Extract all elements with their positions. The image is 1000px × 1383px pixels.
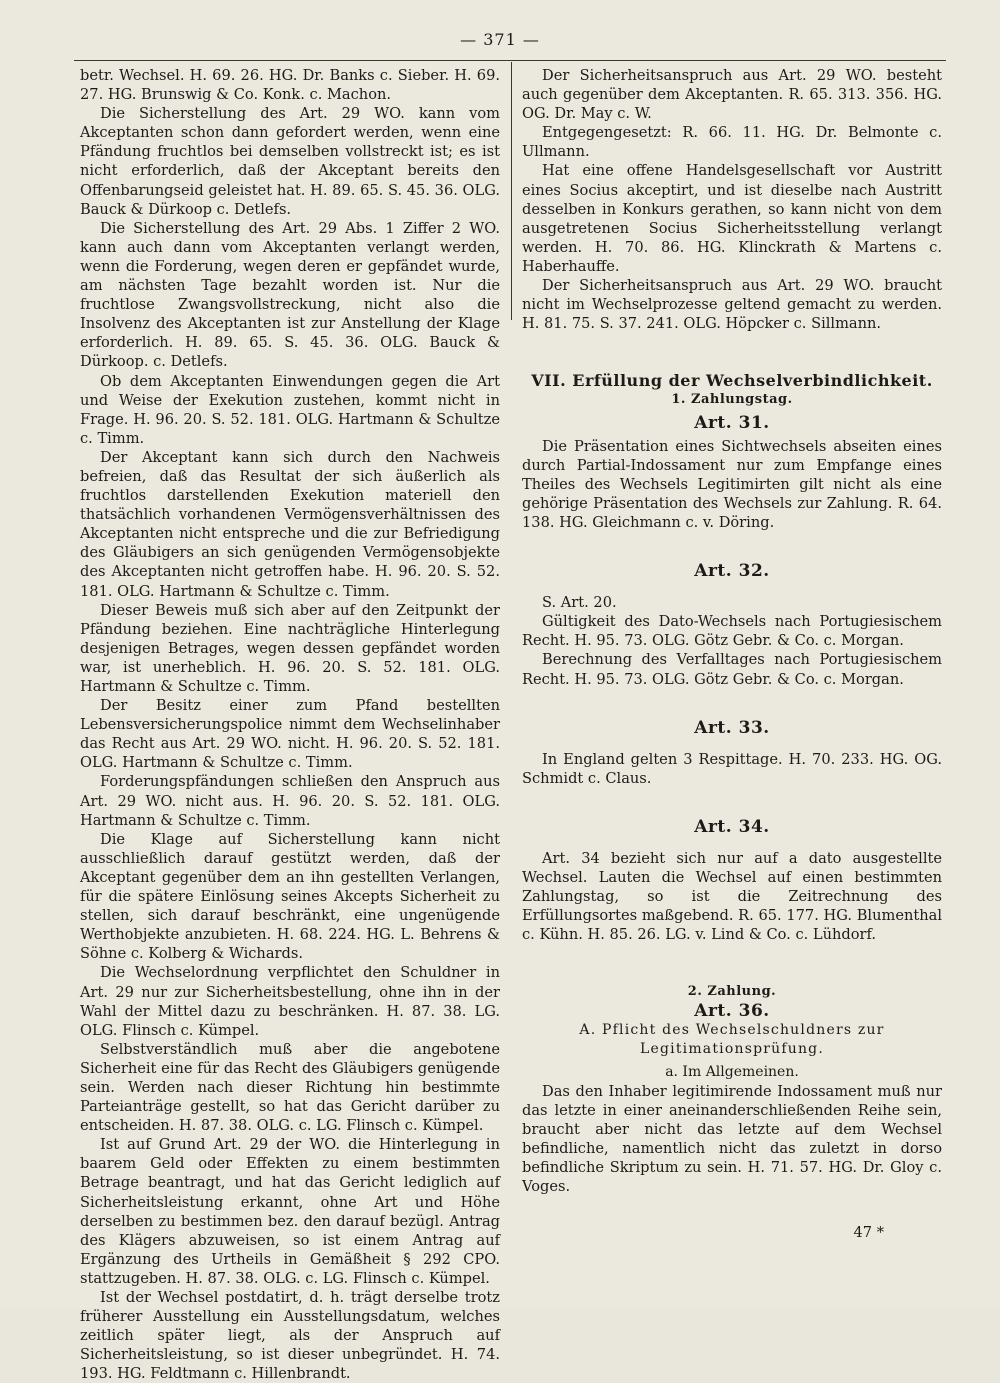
part-heading: A. Pflicht des Wechselschuldners zur Legitimationsprüfung. <box>579 1021 885 1057</box>
left-column <box>80 66 500 1383</box>
paragraph: Ist der Wechsel postdatirt, d. h. trägt derselbe trotz früherer Ausstellung ein Ausstellungsdatum, welches zeitlich später liegt, als der Anspruch auf Sicherheitsleistung, so ist dieser unbegründet. H. 74. 193. HG. Feldtmann c. Hillenbrandt. <box>80 1289 500 1383</box>
article-heading: Art. 36. <box>694 1000 770 1021</box>
paragraph: Gültigkeit des Dato-Wechsels nach Portugiesischem Recht. H. 95. 73. OLG. Götz Gebr. & Co. c. Morgan. <box>522 613 942 650</box>
signature-mark: 47 * <box>853 1224 884 1241</box>
paragraph: betr. Wechsel. H. 69. 26. HG. Dr. Banks c. Sieber. H. 69. 27. HG. Brunswig & Co. Konk. c. Machon. <box>80 67 500 104</box>
paragraph: Die Klage auf Sicherstellung kann nicht ausschließlich darauf gestützt werden, daß der Akceptant gegenüber dem an ihn gestellten Verlangen, für die spätere Einlösung seines Akcepts Sicherheit zu stellen, sich darauf beschränkt, eine ungenügende Werthobjekte anzubieten. H. 68. 224. HG. L. Behrens & Söhne c. Kolberg & Wichards. <box>80 830 500 963</box>
paragraph: In England gelten 3 Respittage. H. 70. 233. HG. OG. Schmidt c. Claus. <box>522 750 942 787</box>
article-heading: Art. 32. <box>694 561 770 582</box>
part-subheading: a. Im Allgemeinen. <box>665 1063 799 1080</box>
paragraph: Der Sicherheitsanspruch aus Art. 29 WO. braucht nicht im Wechselprozesse geltend gemacht zu werden. H. 81. 75. S. 37. 241. OLG. Höpcker c. Sillmann. <box>522 277 942 333</box>
paragraph: Art. 34 bezieht sich nur auf a dato ausgestellte Wechsel. Lauten die Wechsel auf einen bestimmten Zahlungstag, so ist die Zeitrechnung des Erfüllungsortes maßgebend. R. 65. 177. HG. Blumenthal c. Kühn. H. 85. 26. LG. v. Lind & Co. c. Lühdorf. <box>522 850 942 944</box>
paragraph: Ob dem Akceptanten Einwendungen gegen die Art und Weise der Exekution zustehen, kommt nicht in Frage. H. 96. 20. S. 52. 181. OLG. Hartmann & Schultze c. Timm. <box>80 372 500 447</box>
paragraph: Ist auf Grund Art. 29 der WO. die Hinterlegung in baarem Geld oder Effekten zu einem bestimmten Betrage beantragt, und hat das Gericht lediglich auf Sicherheitsleistung erkannt, ohne Art und Höhe derselben zu bestimmen bez. den darauf bezügl. Antrag des Klägers abzuweisen, so ist einem Antrag auf Ergänzung des Urtheils in Gemäßheit § 292 CPO. stattzugeben. H. 87. 38. OLG. c. LG. Flinsch c. Kümpel. <box>80 1136 500 1287</box>
subsection-heading: 1. Zahlungstag. <box>671 392 793 408</box>
subsection-heading: 2. Zahlung. <box>687 984 777 1000</box>
paragraph: Die Sicherstellung des Art. 29 WO. kann vom Akceptanten schon dann gefordert werden, wenn eine Pfändung fruchtlos bei demselben vollstreckt ist; es ist nicht erforderlich, daß der Akceptant bereits den Offenbarungseid geleistet hat. H. 89. 65. S. 45. 36. OLG. Bauck & Dürkoop c. Detlefs. <box>80 105 500 218</box>
paragraph: Berechnung des Verfalltages nach Portugiesischem Recht. H. 95. 73. OLG. Götz Gebr. & Co. c. Morgan. <box>522 651 942 688</box>
article-heading: Art. 33. <box>694 717 770 738</box>
article-heading: Art. 31. <box>694 412 770 433</box>
paragraph: Der Sicherheitsanspruch aus Art. 29 WO. besteht auch gegenüber dem Akceptanten. R. 65. 313. 356. HG. OG. Dr. May c. W. <box>522 67 942 123</box>
paragraph: Entgegengesetzt: R. 66. 11. HG. Dr. Belmonte c. Ullmann. <box>522 124 942 161</box>
article-heading: Art. 34. <box>694 816 770 837</box>
paragraph: Selbstverständlich muß aber die angebotene Sicherheit eine für das Recht des Gläubigers genügende sein. Werden nach dieser Richtung hin bestimmte Parteianträge gestellt, so hat das Gericht darüber zu entscheiden. H. 87. 38. OLG. c. LG. Flinsch c. Kümpel. <box>80 1040 500 1135</box>
paragraph: Hat eine offene Handelsgesellschaft vor Austritt eines Socius akceptirt, und ist dieselbe nach Austritt desselben in Konkurs gerathen, so kann nicht von dem ausgetretenen Socius Sicherheitsstellung verlangt werden. H. 70. 86. HG. Klinckrath & Martens c. Haberhauffe. <box>522 162 942 275</box>
paragraph: Dieser Beweis muß sich aber auf den Zeitpunkt der Pfändung beziehen. Eine nachträgliche Hinterlegung desjenigen Betrages, wegen dessen gepfändet worden war, ist unerheblich. H. 96. 20. S. 52. 181. OLG. Hartmann & Schultze c. Timm. <box>80 601 500 695</box>
column-divider <box>511 62 512 320</box>
paragraph: Der Besitz einer zum Pfand bestellten Lebensversicherungspolice nimmt dem Wechselinhaber das Recht aus Art. 29 WO. nicht. H. 96. 20. S. 52. 181. OLG. Hartmann & Schultze c. Timm. <box>80 697 500 772</box>
paragraph: Forderungspfändungen schließen den Anspruch aus Art. 29 WO. nicht aus. H. 96. 20. S. 52. 181. OLG. Hartmann & Schultze c. Timm. <box>80 773 500 829</box>
paragraph: Das den Inhaber legitimirende Indossament muß nur das letzte in einer aneinanderschließenden Reihe sein, braucht aber nicht das letzte auf dem Wechsel befindliche, namentlich nicht das zuletzt in dorso befindliche Skriptum zu sein. H. 71. 57. HG. Dr. Gloy c. Voges. <box>522 1082 942 1196</box>
right-column <box>522 66 942 1197</box>
page-number: — 371 — <box>460 30 540 49</box>
paragraph: Der Akceptant kann sich durch den Nachweis befreien, daß das Resultat der sich äußerlich als fruchtlos darstellenden Exekution materiell den thatsächlich vorhandenen Vermögensverhältnissen des Akceptanten nicht entspreche und die zur Befriedigung des Gläubigers an sich genügenden Vermögensobjekte des Akceptanten nicht getroffen habe. H. 96. 20. S. 52. 181. OLG. Hartmann & Schultze c. Timm. <box>80 448 500 600</box>
paragraph: S. Art. 20. <box>542 594 617 612</box>
paragraph: Die Wechselordnung verpflichtet den Schuldner in Art. 29 nur zur Sicherheitsbestellung, ohne ihn in der Wahl der Mittel dazu zu beschränken. H. 87. 38. LG. OLG. Flinsch c. Kümpel. <box>80 964 500 1039</box>
header-rule <box>74 60 946 61</box>
section-heading: VII. Erfüllung der Wechselverbindlichkeit. <box>531 371 933 391</box>
paragraph: Die Präsentation eines Sichtwechsels abseiten eines durch Partial-Indossament nur zum Empfange eines Theiles des Wechsels Legitimirten gilt nicht als eine gehörige Präsentation des Wechsels zur Zahlung. R. 64. 138. HG. Gleichmann c. v. Döring. <box>522 437 942 531</box>
paragraph: Die Sicherstellung des Art. 29 Abs. 1 Ziffer 2 WO. kann auch dann vom Akceptanten verlangt werden, wenn die Forderung, wegen deren er gepfändet wurde, am nächsten Tage bezahlt worden ist. Nur die fruchtlose Zwangsvollstreckung, nicht also die Insolvenz des Akceptanten ist zur Anstellung der Klage erforderlich. H. 89. 65. S. 45. 36. OLG. Bauck & Dürkoop. c. Detlefs. <box>80 219 500 371</box>
